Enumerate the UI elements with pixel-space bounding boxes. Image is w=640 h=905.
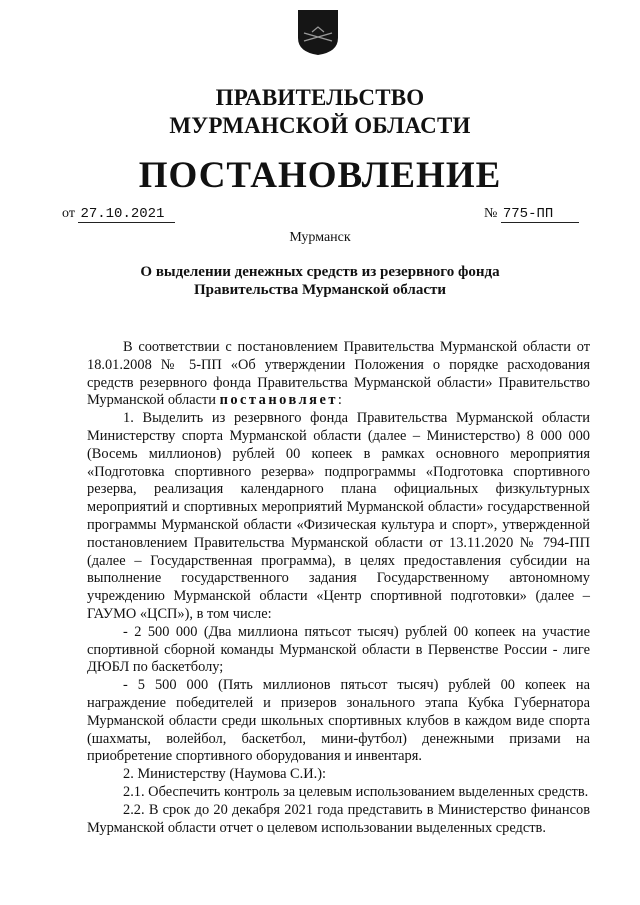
paragraph-subitem-1: - 2 500 000 (Два миллиона пятьсот тысяч) рублей 00 копеек на участие спортивной сборной команды Мурманской области в Первенстве России - лиге ДЮБЛ по баскетболу; bbox=[87, 623, 590, 676]
document-type-title: ПОСТАНОВЛЕНИЕ bbox=[138, 155, 502, 196]
subject-line2: Правительства Мурманской области bbox=[193, 282, 447, 298]
coat-of-arms-emblem bbox=[296, 8, 340, 56]
document-number: 775-ПП bbox=[501, 206, 579, 223]
government-title-line1: ПРАВИТЕЛЬСТВО bbox=[215, 85, 425, 110]
date-prefix: от bbox=[62, 206, 75, 221]
paragraph-item-1: 1. Выделить из резервного фонда Правительства Мурманской области Министерству спорта Мурманской области (далее – Министерство) 8 000 000 (Восемь миллионов) рублей 00 копеек в рамках основного мероприятия «Подготовка спортивного резерва» подпрограммы «Подготовка спортивного резерва, реализация календарного плана официальных физкультурных мероприятий и спортивных мероприятий Мурманской области» государственной программы Мурманской области «Физическая культура и спорт», утвержденной постановлением Правительства Мурманской области от 13.11.2020 № 794-ПП (далее – Государственная программа), в целях предоставления субсидии на выполнение государственного задания Государственному автономному учреждению Мурманской области «Центр спортивной подготовки» (далее – ГАУМО «ЦСП»), в том числе: bbox=[87, 410, 590, 622]
paragraph-subitem-2: - 5 500 000 (Пять миллионов пятьсот тысяч) рублей 00 копеек на награждение победителей и призеров зонального этапа Кубка Губернатора Мурманской области среди школьных спортивных клубов в каждом виде спорта (шахматы, волейбол, баскетбол, мини-футбол) денежными призами на приобретение спортивного оборудования и инвентаря. bbox=[87, 677, 590, 765]
paragraph-item-2: 2. Министерству (Наумова С.И.): bbox=[123, 766, 327, 783]
document-body bbox=[87, 339, 590, 837]
document-date: 27.10.2021 bbox=[78, 206, 175, 223]
number-prefix: № bbox=[484, 206, 498, 221]
date-line bbox=[62, 206, 175, 223]
paragraph-item-2-2: 2.2. В срок до 20 декабря 2021 года представить в Министерство финансов Мурманской области отчет о целевом использовании выделенных средств. bbox=[87, 801, 590, 836]
government-title-line2: МУРМАНСКОЙ ОБЛАСТИ bbox=[169, 113, 471, 138]
number-line bbox=[484, 206, 579, 223]
city-name: Мурманск bbox=[289, 230, 351, 245]
preamble-text: В соответствии с постановлением Правительства Мурманской области от 18.01.2008 № 5-ПП «Об утверждении Положения о порядке расходования средств резервного фонда Правительства Мурманской области» Правительство Мурманской области bbox=[87, 339, 590, 409]
preamble-colon: : bbox=[337, 392, 342, 409]
paragraph-item-2-1: 2.1. Обеспечить контроль за целевым использованием выделенных средств. bbox=[123, 783, 589, 800]
subject-line1: О выделении денежных средств из резервного фонда bbox=[140, 264, 500, 280]
paragraph-preamble bbox=[87, 339, 590, 410]
resolves-word: постановляет bbox=[219, 392, 338, 409]
